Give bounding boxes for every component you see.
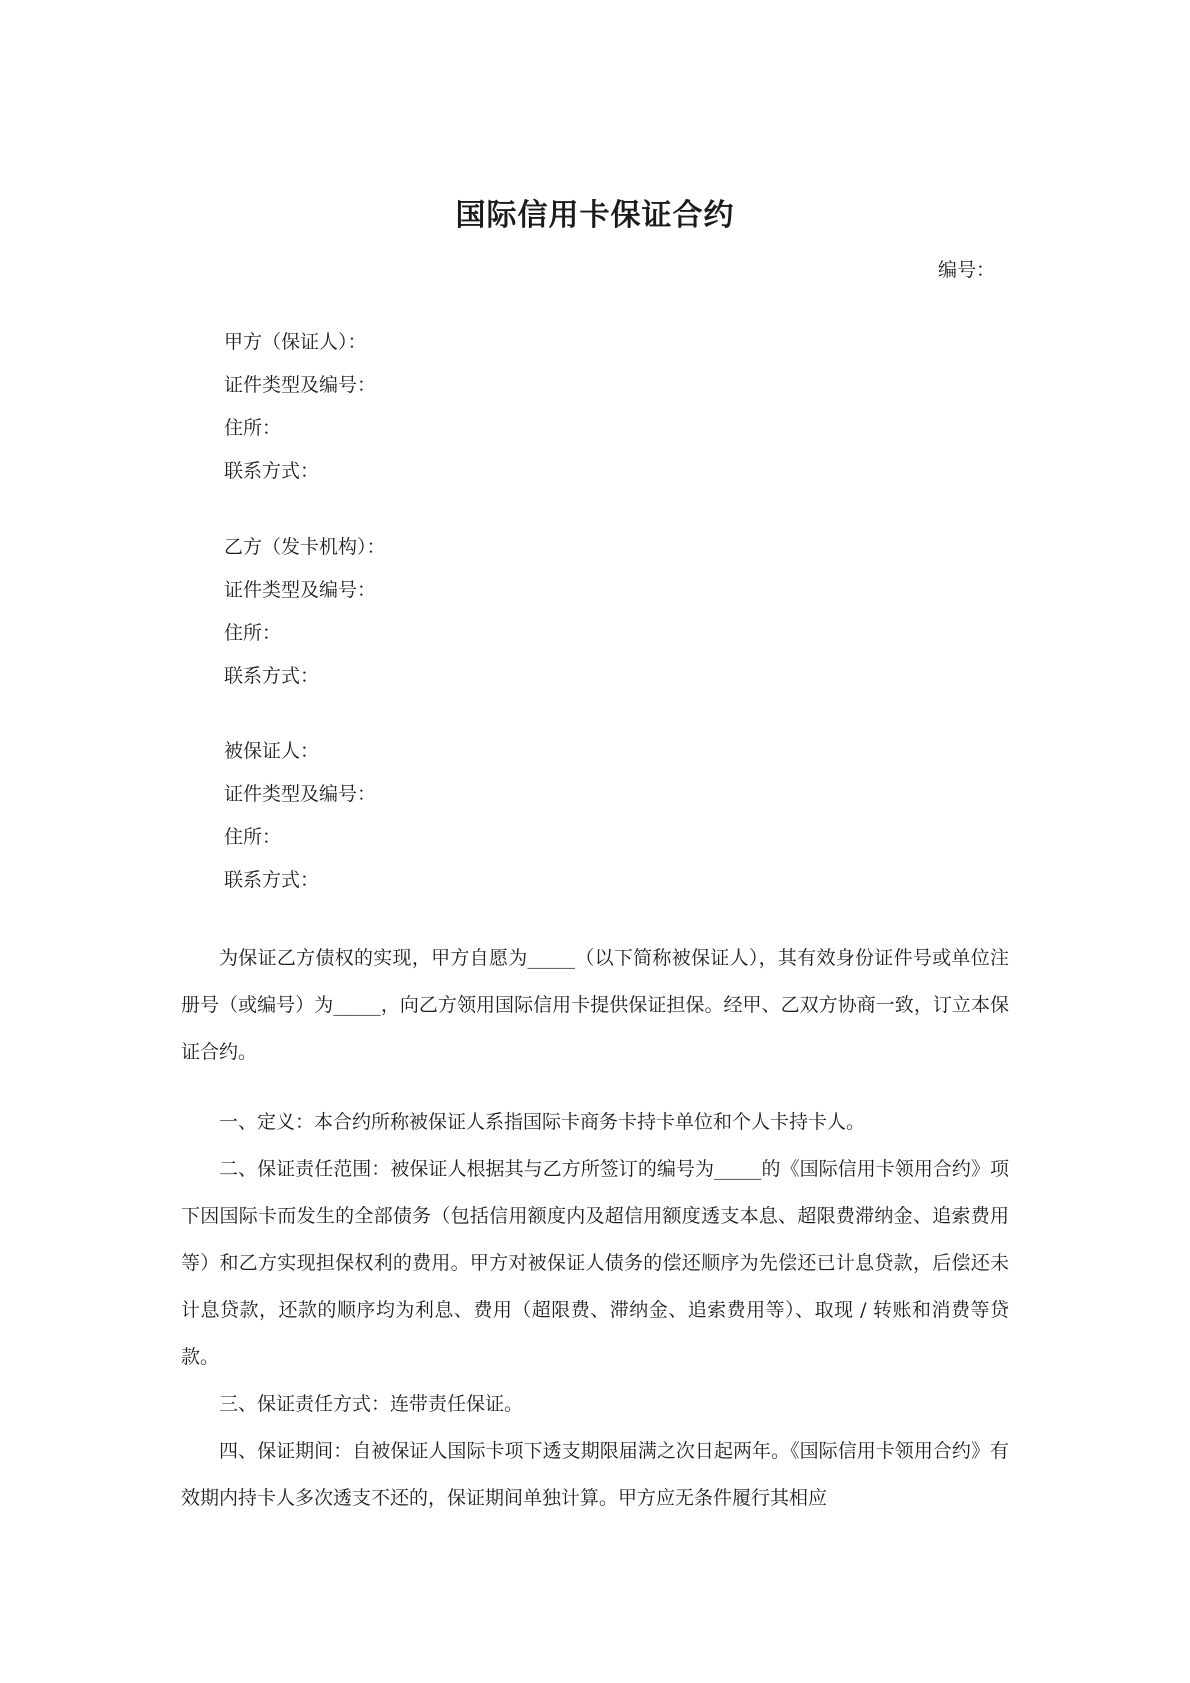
guaranteed-party-section (224, 730, 984, 902)
guaranteed-id-label: 证件类型及编号： (224, 783, 377, 805)
party-b-address-label: 住所： (224, 622, 282, 644)
clause-method: 三、保证责任方式：连带责任保证。 (219, 1393, 524, 1415)
party-a-contact-label: 联系方式： (224, 460, 320, 482)
document-title: 国际信用卡保证合约 (455, 198, 735, 233)
party-a-id-label: 证件类型及编号： (224, 374, 377, 396)
party-b-heading: 乙方（发卡机构）： (224, 536, 386, 558)
party-a-address-label: 住所： (224, 417, 282, 439)
preamble-paragraph: 为保证乙方债权的实现，甲方自愿为_____（以下简称被保证人），其有效身份证件号或单位注册号（或编号）为_____，向乙方领用国际信用卡提供保证担保。经甲、乙双方协商一致，订立本保证合约。 (181, 947, 1009, 1063)
party-a-section (224, 321, 984, 493)
party-a-heading: 甲方（保证人）： (224, 331, 367, 353)
party-b-contact-label: 联系方式： (224, 665, 320, 687)
document-number-label: 编号： (937, 259, 995, 281)
clause-scope: 二、保证责任范围：被保证人根据其与乙方所签订的编号为_____的《国际信用卡领用合约》项下因国际卡而发生的全部债务（包括信用额度内及超信用额度透支本息、超限费滞纳金、追索费用等）和乙方实现担保权利的费用。甲方对被保证人债务的偿还顺序为先偿还已计息贷款，后偿还未计息贷款，还款的顺序均为利息、费用（超限费、滞纳金、追索费用等）、取现 / 转账和消费等贷款。 (181, 1158, 1009, 1368)
party-b-id-label: 证件类型及编号： (224, 579, 377, 601)
guaranteed-contact-label: 联系方式： (224, 869, 320, 891)
guaranteed-heading: 被保证人： (224, 740, 320, 762)
contract-body (181, 935, 1009, 1522)
clause-period: 四、保证期间：自被保证人国际卡项下透支期限届满之次日起两年。《国际信用卡领用合约》有效期内持卡人多次透支不还的，保证期间单独计算。甲方应无条件履行其相应 (181, 1440, 1009, 1509)
guaranteed-address-label: 住所： (224, 826, 282, 848)
party-b-section (224, 526, 984, 698)
clause-definition: 一、定义：本合约所称被保证人系指国际卡商务卡持卡单位和个人卡持卡人。 (219, 1111, 866, 1133)
